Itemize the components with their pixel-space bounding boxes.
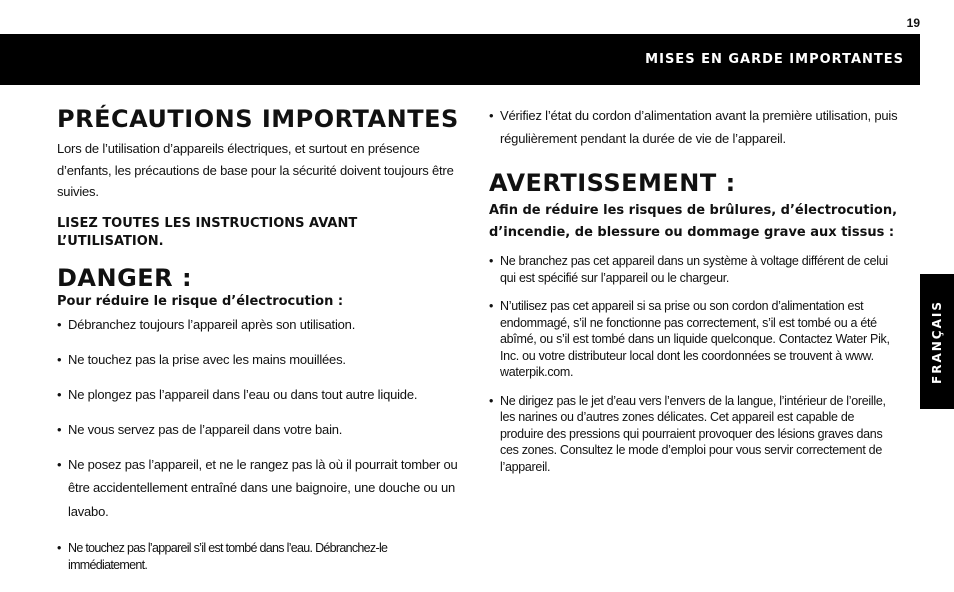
avertissement-title: AVERTISSEMENT : (489, 169, 736, 197)
cord-check-item: • Vérifiez l’état du cordon d’alimentation avant la première utilisation, puis régulièrement pendant la durée de vie de l’appareil. (489, 104, 899, 150)
header-bar (0, 34, 920, 85)
danger-item: • Ne touchez pas la prise avec les mains mouillées. (57, 351, 467, 368)
right-column (489, 104, 899, 487)
avertissement-item: • Ne dirigez pas le jet d’eau vers l’envers de la langue, l’intérieur de l’oreille, les narines ou d’autres zones délicates. Cet appareil est capable de produire des pressions qui pourraient provoquer des lésions graves dans ces zones. Consultez le mode d’emploi pour vous servir correctement de l’appareil. (489, 393, 899, 476)
left-column (57, 105, 467, 592)
danger-list (57, 316, 467, 575)
read-instructions-notice: LISEZ TOUTES LES INSTRUCTIONS AVANT L’UTILISATION. (57, 215, 358, 249)
danger-subtitle: Pour réduire le risque d’électrocution : (57, 293, 344, 309)
avertissement-subtitle: Afin de réduire les risques de brûlures, d’électrocution, d’incendie, de blessure ou dommage grave aux tissus : (489, 203, 898, 240)
page-number: 19 (906, 16, 920, 30)
avertissement-list (489, 253, 899, 475)
danger-item: • Débranchez toujours l’appareil après son utilisation. (57, 316, 467, 333)
danger-item: • Ne touchez pas l’appareil s’il est tombé dans l’eau. Débranchez-le immédiatement. (57, 540, 467, 574)
avertissement-item: • N’utilisez pas cet appareil si sa prise ou son cordon d’alimentation est endommagé, s’il ne fonctionne pas correctement, s’il est tombé ou a été abîmé, ou s’il est tombé dans un liquide quelconque. Contactez Water Pik, Inc. ou votre distributeur local dont les coordonnées se trouvent à www. waterpik.com. (489, 298, 899, 381)
cord-check-list (489, 104, 899, 150)
language-tab-label: FRANÇAIS (930, 299, 944, 384)
danger-title: DANGER : (57, 263, 193, 292)
header-title: MISES EN GARDE IMPORTANTES (645, 52, 904, 67)
danger-item: • Ne plongez pas l’appareil dans l’eau ou dans tout autre liquide. (57, 386, 467, 403)
danger-item: • Ne posez pas l’appareil, et ne le rangez pas là où il pourrait tomber ou être accidentellement entraîné dans une baignoire, une douche ou un lavabo. (57, 453, 467, 524)
language-tab (920, 274, 954, 409)
precautions-title: PRÉCAUTIONS IMPORTANTES (57, 105, 459, 133)
intro-paragraph: Lors de l’utilisation d’appareils électriques, et surtout en présence d’enfants, les précautions de base pour la sécurité doivent toujours être suivies. (57, 141, 454, 199)
danger-item: • Ne vous servez pas de l’appareil dans votre bain. (57, 421, 467, 438)
avertissement-item: • Ne branchez pas cet appareil dans un système à voltage différent de celui qui est spécifié sur l’appareil ou le chargeur. (489, 253, 899, 286)
